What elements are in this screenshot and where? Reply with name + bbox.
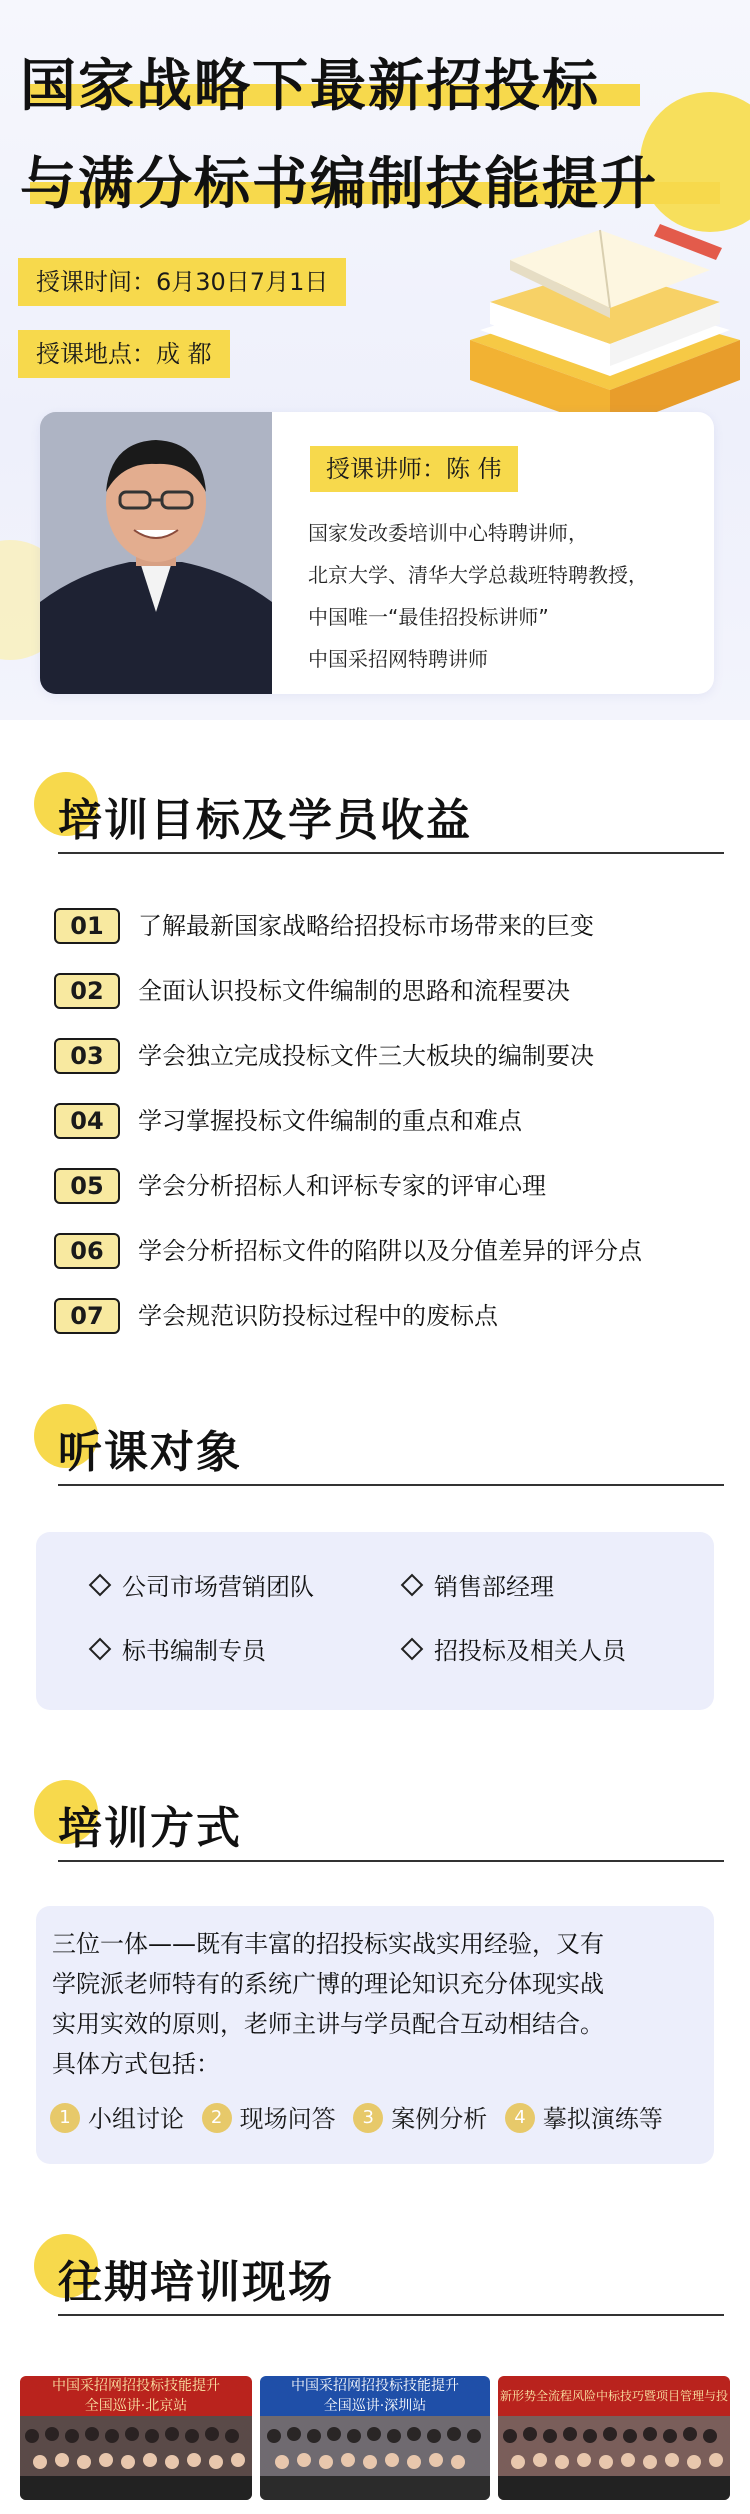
teacher-bio-line: 中国唯一“最佳招投标讲师” [308,605,549,629]
diamond-icon [89,1638,112,1661]
goals-title: 培训目标及学员收益 [58,795,472,846]
method-item [50,2105,184,2133]
book-icon [450,190,750,450]
section-divider [58,1860,724,1862]
goal-item [54,906,734,946]
number-badge: 3 [353,2103,383,2133]
audience-item [404,1570,554,1604]
crowd-image [498,2416,730,2500]
goal-item [54,971,734,1011]
goal-number: 04 [54,1103,120,1139]
section-divider [58,1484,724,1486]
number-badge: 1 [50,2103,80,2133]
course-time: 授课时间：6月30日7月1日 [18,258,346,306]
goal-number: 06 [54,1233,120,1269]
photo-banner [20,2376,252,2416]
hero-section [0,0,750,720]
goal-text: 学习掌握投标文件编制的重点和难点 [138,1107,522,1135]
goal-item [54,1166,734,1206]
audience-item-label: 招投标及相关人员 [434,1637,626,1665]
photo-banner-text: 中国采招网招投标技能提升 [52,2378,220,2394]
number-badge: 4 [505,2103,535,2133]
goal-number: 03 [54,1038,120,1074]
goal-number: 02 [54,973,120,1009]
section-divider [58,852,724,854]
audience-title: 听课对象 [58,1427,242,1478]
audience-item [92,1570,314,1604]
past-photo [260,2376,490,2500]
crowd-image [260,2416,490,2500]
method-line: 具体方式包括： [52,2050,220,2078]
section-divider [58,2314,724,2316]
audience-item [404,1634,626,1668]
audience-header [34,1404,694,1494]
goal-number: 07 [54,1298,120,1334]
goal-item [54,1101,734,1141]
teacher-bio [308,512,708,680]
goal-number: 01 [54,908,120,944]
photo-banner-text: 全国巡讲·北京站 [84,2398,188,2414]
goal-item [54,1296,734,1336]
method-item [505,2105,663,2133]
diamond-icon [401,1574,424,1597]
goal-text: 学会分析招标文件的陷阱以及分值差异的评分点 [138,1237,642,1265]
goal-text: 全面认识投标文件编制的思路和流程要决 [138,977,570,1005]
method-panel [36,1906,714,2164]
audience-item [92,1634,266,1668]
audience-item-label: 销售部经理 [434,1573,554,1601]
method-item-label: 案例分析 [391,2105,488,2133]
photo-banner [260,2376,490,2416]
past-photo [20,2376,252,2500]
teacher-bio-line: 中国采招网特聘讲师 [308,647,488,671]
method-item-label: 摹拟演练等 [542,2105,663,2133]
photo-banner-text: 新形势全流程风险中标技巧暨项目管理与投 [499,2389,728,2403]
goal-item [54,1231,734,1271]
method-list [50,2102,673,2136]
teacher-bio-line: 国家发改委培训中心特聘讲师， [308,521,588,545]
photo-banner-text: 中国采招网招投标技能提升 [291,2378,459,2394]
goal-number: 05 [54,1168,120,1204]
diamond-icon [401,1638,424,1661]
photo-banner-text: 全国巡讲·深圳站 [323,2398,427,2414]
past-photo [498,2376,730,2500]
teacher-bio-line: 北京大学、清华大学总裁班特聘教授， [308,563,648,587]
hero-title-line1: 国家战略下最新招投标 [20,54,600,119]
method-item [202,2105,336,2133]
diamond-icon [89,1574,112,1597]
method-item-label: 现场问答 [239,2105,336,2133]
method-description [52,1924,702,2084]
method-item [353,2105,487,2133]
past-title: 往期培训现场 [58,2257,334,2308]
goal-text: 学会分析招标人和评标专家的评审心理 [138,1172,546,1200]
photo-banner [498,2376,730,2416]
goal-item [54,1036,734,1076]
goal-text: 学会规范识防投标过程中的废标点 [138,1302,498,1330]
audience-item-label: 标书编制专员 [122,1637,266,1665]
method-line: 三位一体——既有丰富的招投标实战实用经验，又有 [52,1930,604,1958]
number-badge: 2 [202,2103,232,2133]
crowd-image [20,2416,252,2500]
teacher-photo [40,412,272,694]
method-line: 学院派老师特有的系统广博的理论知识充分体现实战 [52,1970,604,1998]
goal-text: 了解最新国家战略给招投标市场带来的巨变 [138,912,594,940]
past-header [34,2234,694,2324]
method-line: 实用实效的原则，老师主讲与学员配合互动相结合。 [52,2010,604,2038]
teacher-card [40,412,714,694]
method-title: 培训方式 [58,1803,242,1854]
goals-header [34,772,694,862]
teacher-name-tag: 授课讲师：陈 伟 [310,446,518,492]
hero-title-line2: 与满分标书编制技能提升 [20,152,658,217]
course-location: 授课地点：成 都 [18,330,230,378]
audience-item-label: 公司市场营销团队 [122,1573,314,1601]
method-header [34,1780,694,1870]
goal-text: 学会独立完成投标文件三大板块的编制要决 [138,1042,594,1070]
method-item-label: 小组讨论 [88,2105,184,2133]
audience-panel [36,1532,714,1710]
